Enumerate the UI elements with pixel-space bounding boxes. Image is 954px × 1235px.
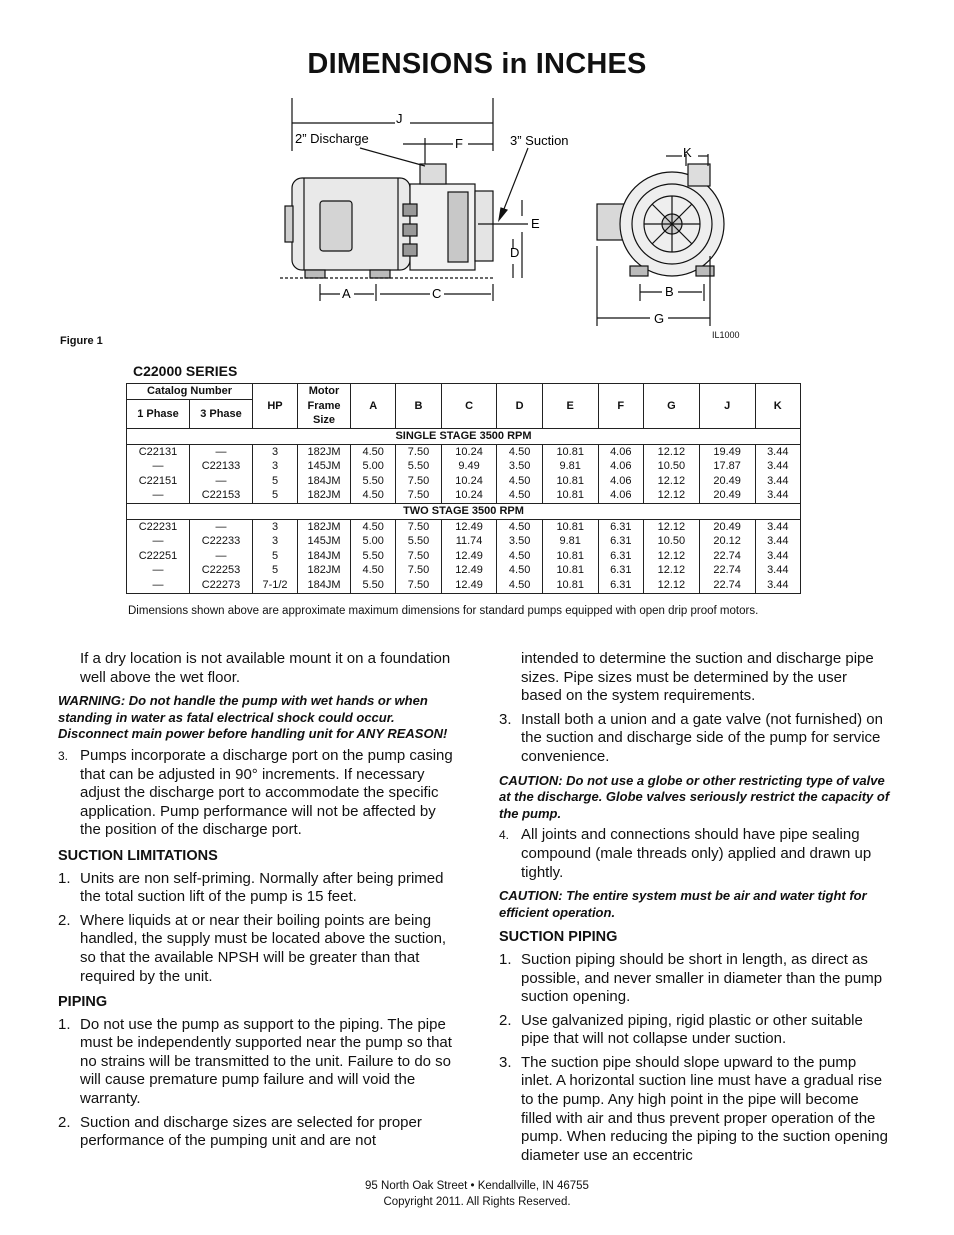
table-cell: 4.06 — [598, 488, 643, 503]
table-cell: 4.50 — [351, 563, 396, 578]
table-cell: C22273 — [190, 578, 253, 593]
table-cell: 12.12 — [643, 563, 699, 578]
table-cell: 22.74 — [699, 578, 755, 593]
table-cell: 145JM — [298, 459, 351, 474]
table-cell: 10.24 — [441, 488, 497, 503]
header-b: B — [396, 384, 441, 429]
table-cell: 6.31 — [598, 519, 643, 534]
table-cell: 4.50 — [497, 444, 542, 459]
list-number: 1. — [58, 869, 71, 887]
table-cell: 5.50 — [351, 549, 396, 564]
table-row — [127, 488, 801, 503]
table-cell: 4.50 — [351, 488, 396, 503]
header-motor-frame: Motor Frame Size — [298, 384, 351, 429]
table-cell: 5.50 — [351, 578, 396, 593]
table-cell: 6.31 — [598, 549, 643, 564]
list-text: Install both a union and a gate valve (not furnished) on the suction and discharge side of the pump for service convenience. — [521, 710, 883, 765]
table-row — [127, 534, 801, 549]
table-cell: 20.49 — [699, 488, 755, 503]
table-cell: C22231 — [127, 519, 190, 534]
list-item — [58, 1114, 458, 1151]
table-row — [127, 444, 801, 459]
list-item — [499, 1054, 891, 1166]
dimensions-table-header — [127, 384, 801, 429]
table-cell: 4.50 — [497, 519, 542, 534]
table-cell: 10.50 — [643, 534, 699, 549]
piping-list-cont — [499, 711, 891, 767]
table-cell: 3.44 — [755, 578, 800, 593]
table-footnote: Dimensions shown above are approximate maximum dimensions for standard pumps equipped with open drip proof motors. — [128, 605, 759, 617]
section-title: SINGLE STAGE 3500 RPM — [127, 429, 801, 445]
table-cell: C22133 — [190, 459, 253, 474]
table-cell: 10.81 — [542, 519, 598, 534]
table-cell: C22233 — [190, 534, 253, 549]
table-cell: 4.50 — [351, 444, 396, 459]
list-item — [499, 711, 891, 767]
table-cell: 22.74 — [699, 549, 755, 564]
label-f: F — [455, 136, 463, 151]
left-column — [58, 650, 458, 1156]
list-text: All joints and connections should have pipe sealing compound (male threads only) applied and drawn up tightly. — [521, 826, 872, 881]
header-3-phase: 3 Phase — [190, 400, 253, 429]
table-cell: 10.24 — [441, 474, 497, 489]
figure-caption: Figure 1 — [60, 335, 103, 347]
list-item — [499, 951, 891, 1007]
table-cell: 7.50 — [396, 444, 441, 459]
label-j: J — [396, 111, 403, 126]
table-cell: 3 — [253, 459, 298, 474]
table-cell: 5.50 — [351, 474, 396, 489]
header-hp: HP — [253, 384, 298, 429]
list-text: Do not use the pump as support to the piping. The pipe must be independently supported near the pump so that no strains will be transmitted to the unit. Failure to do so will cause premature pump failure and will void the warranty. — [80, 1015, 452, 1108]
label-e: E — [531, 216, 540, 231]
end-view-drawing — [597, 154, 724, 326]
table-cell: 10.81 — [542, 578, 598, 593]
header-g: G — [643, 384, 699, 429]
page-footer — [0, 1178, 954, 1210]
list-text: Where liquids at or near their boiling points are being handled, the supply must be located above the suction, so that the available NPSH will be greater than that required by the unit. — [80, 911, 447, 985]
table-cell: 3.44 — [755, 534, 800, 549]
table-cell: 7-1/2 — [253, 578, 298, 593]
table-cell: 6.31 — [598, 563, 643, 578]
table-cell: 5 — [253, 488, 298, 503]
table-cell: 5 — [253, 474, 298, 489]
table-cell: 5.50 — [396, 534, 441, 549]
list-number: 2. — [58, 1113, 71, 1131]
list-item — [499, 826, 891, 882]
table-cell: 10.81 — [542, 563, 598, 578]
table-cell: 182JM — [298, 563, 351, 578]
table-cell: 4.06 — [598, 444, 643, 459]
table-cell: 182JM — [298, 444, 351, 459]
table-cell: 5.00 — [351, 534, 396, 549]
table-cell: 3.44 — [755, 459, 800, 474]
table-cell: 12.12 — [643, 578, 699, 593]
label-suction: 3” Suction — [510, 133, 569, 148]
table-cell: — — [190, 519, 253, 534]
list-number: 1. — [58, 1015, 71, 1033]
list-item — [58, 1016, 458, 1109]
page-title: DIMENSIONS in INCHES — [307, 48, 647, 80]
table-cell: — — [127, 488, 190, 503]
table-cell: 12.12 — [643, 549, 699, 564]
header-k: K — [755, 384, 800, 429]
table-cell: — — [190, 549, 253, 564]
table-cell: 3 — [253, 534, 298, 549]
section-heading-suction-limitations: SUCTION LIMITATIONS — [58, 847, 218, 864]
list-number: 2. — [58, 911, 71, 929]
dimensions-table-body — [127, 429, 801, 594]
table-cell: 3.44 — [755, 519, 800, 534]
list-item — [58, 870, 458, 907]
table-cell: 3 — [253, 519, 298, 534]
table-cell: 145JM — [298, 534, 351, 549]
illustration-code: IL1000 — [712, 330, 740, 340]
list-number: 1. — [499, 950, 512, 968]
table-cell: — — [127, 578, 190, 593]
right-column — [499, 650, 891, 1170]
intro-paragraph: If a dry location is not available mount it on a foundation well above the wet floor. — [80, 650, 451, 686]
section-title: TWO STAGE 3500 RPM — [127, 503, 801, 519]
label-a: A — [342, 286, 351, 301]
section-heading-piping: PIPING — [58, 994, 108, 1011]
table-cell: 3.50 — [497, 534, 542, 549]
table-cell: 182JM — [298, 519, 351, 534]
label-c: C — [432, 286, 442, 301]
table-cell: 6.31 — [598, 578, 643, 593]
list-item — [58, 747, 458, 840]
table-cell: 17.87 — [699, 459, 755, 474]
header-j: J — [699, 384, 755, 429]
label-b: B — [665, 284, 674, 299]
table-cell: — — [127, 563, 190, 578]
table-cell: 20.49 — [699, 519, 755, 534]
series-title: C22000 SERIES — [133, 363, 238, 379]
table-cell: — — [127, 459, 190, 474]
header-catalog-number: Catalog Number — [127, 384, 253, 400]
pump-dimension-diagram — [270, 96, 770, 346]
table-cell: 10.81 — [542, 444, 598, 459]
table-cell: 7.50 — [396, 519, 441, 534]
table-cell: 4.50 — [351, 519, 396, 534]
table-cell: 12.49 — [441, 563, 497, 578]
table-cell: 12.12 — [643, 488, 699, 503]
table-cell: 10.24 — [441, 444, 497, 459]
header-a: A — [351, 384, 396, 429]
table-cell: 4.50 — [497, 563, 542, 578]
table-cell: 3.44 — [755, 549, 800, 564]
list-item — [499, 1012, 891, 1049]
caution-text: CAUTION: Do not use a globe or other restricting type of valve at the discharge. Globe valves seriously restrict the capacity of the pump. — [499, 772, 890, 821]
list-item — [58, 912, 458, 986]
table-cell: 19.49 — [699, 444, 755, 459]
table-cell: 5 — [253, 563, 298, 578]
table-cell: 10.81 — [542, 474, 598, 489]
caution-text: CAUTION: The entire system must be air and water tight for efficient operation. — [499, 888, 867, 920]
table-cell: 10.81 — [542, 549, 598, 564]
list-number: 2. — [499, 1011, 512, 1029]
table-cell: C22253 — [190, 563, 253, 578]
table-cell: 7.50 — [396, 563, 441, 578]
table-cell: 4.50 — [497, 488, 542, 503]
label-g: G — [654, 311, 665, 326]
list-text: Suction and discharge sizes are selected for proper performance of the pumping unit and are not — [80, 1113, 422, 1150]
list-number: 3. — [58, 748, 69, 763]
table-cell: 10.50 — [643, 459, 699, 474]
list-text: Suction piping should be short in length, as direct as possible, and never smaller in diameter than the pump suction opening. — [521, 950, 883, 1006]
label-d: D — [510, 245, 520, 260]
table-cell: 20.12 — [699, 534, 755, 549]
table-cell: 11.74 — [441, 534, 497, 549]
piping-list — [58, 1016, 458, 1151]
table-cell: 7.50 — [396, 474, 441, 489]
list-text: Units are non self-priming. Normally after being primed the total suction lift of the pump is 15 feet. — [80, 869, 444, 906]
table-cell: 7.50 — [396, 549, 441, 564]
table-cell: 10.81 — [542, 488, 598, 503]
side-view-drawing — [280, 98, 528, 301]
piping-list-cont-2 — [499, 826, 891, 882]
table-row — [127, 549, 801, 564]
table-cell: 12.12 — [643, 474, 699, 489]
list-text: The suction pipe should slope upward to the pump inlet. A horizontal suction line must have a gradual rise to the pump. Any high point in the pipe will become filled with air and thus prevent proper operation of the pump. When reducing the piping to the suction opening diameter use an eccentric — [521, 1053, 888, 1164]
table-row — [127, 459, 801, 474]
table-cell: 182JM — [298, 488, 351, 503]
header-c: C — [441, 384, 497, 429]
warning-text: WARNING: Do not handle the pump with wet hands or when standing in water as fatal electrical shock could occur. Disconnect main power before handling unit for ANY REASON! — [58, 693, 448, 742]
table-row — [127, 474, 801, 489]
table-cell: C22153 — [190, 488, 253, 503]
table-cell: 184JM — [298, 549, 351, 564]
table-cell: 12.49 — [441, 549, 497, 564]
label-k: K — [683, 145, 692, 160]
table-cell: 4.50 — [497, 549, 542, 564]
suction-piping-list — [499, 951, 891, 1166]
table-cell: 184JM — [298, 578, 351, 593]
section-heading-suction-piping: SUCTION PIPING — [499, 929, 618, 946]
footer-address: 95 North Oak Street • Kendallville, IN 46755 — [365, 1180, 589, 1192]
table-cell: C22151 — [127, 474, 190, 489]
table-row — [127, 578, 801, 593]
table-cell: C22131 — [127, 444, 190, 459]
table-cell: 5 — [253, 549, 298, 564]
table-cell: — — [127, 534, 190, 549]
table-cell: 12.49 — [441, 578, 497, 593]
suction-limitations-list — [58, 870, 458, 987]
continuation-paragraph: intended to determine the suction and discharge pipe sizes. Pipe sizes must be determined by the user based on the system requirements. — [521, 650, 874, 705]
header-f: F — [598, 384, 643, 429]
table-cell: 7.50 — [396, 488, 441, 503]
table-cell: 3.44 — [755, 444, 800, 459]
table-cell: — — [190, 444, 253, 459]
list-text: Pumps incorporate a discharge port on the pump casing that can be adjusted in 90° increments. If necessary adjust the discharge port to accommodate the specific application. Pump performance will not be affected by the position of the discharge port. — [80, 746, 453, 839]
label-discharge: 2” Discharge — [295, 131, 369, 146]
list-number: 3. — [499, 1053, 512, 1071]
header-1-phase: 1 Phase — [127, 400, 190, 429]
dimensions-table — [126, 383, 801, 594]
list-number: 3. — [499, 710, 512, 728]
table-cell: 9.49 — [441, 459, 497, 474]
table-cell: 22.74 — [699, 563, 755, 578]
table-cell: 12.12 — [643, 519, 699, 534]
table-cell: 3.44 — [755, 474, 800, 489]
table-cell: 4.50 — [497, 578, 542, 593]
footer-copyright: Copyright 2011. All Rights Reserved. — [383, 1196, 571, 1208]
header-d: D — [497, 384, 542, 429]
table-row — [127, 563, 801, 578]
table-cell: 9.81 — [542, 459, 598, 474]
table-cell: C22251 — [127, 549, 190, 564]
table-cell: 3.50 — [497, 459, 542, 474]
table-cell: 3.44 — [755, 563, 800, 578]
table-cell: 4.50 — [497, 474, 542, 489]
list-text: Use galvanized piping, rigid plastic or other suitable pipe that will not collapse under suction. — [521, 1011, 863, 1048]
table-cell: 12.49 — [441, 519, 497, 534]
header-e: E — [542, 384, 598, 429]
table-cell: 184JM — [298, 474, 351, 489]
install-list-cont — [58, 747, 458, 840]
table-cell: 7.50 — [396, 578, 441, 593]
list-number: 4. — [499, 828, 510, 843]
table-cell: 3 — [253, 444, 298, 459]
table-cell: 3.44 — [755, 488, 800, 503]
table-cell: 12.12 — [643, 444, 699, 459]
table-cell: 9.81 — [542, 534, 598, 549]
table-row — [127, 519, 801, 534]
table-cell: 5.00 — [351, 459, 396, 474]
table-cell: 20.49 — [699, 474, 755, 489]
table-cell: — — [190, 474, 253, 489]
table-cell: 5.50 — [396, 459, 441, 474]
table-cell: 4.06 — [598, 474, 643, 489]
table-cell: 4.06 — [598, 459, 643, 474]
table-cell: 6.31 — [598, 534, 643, 549]
